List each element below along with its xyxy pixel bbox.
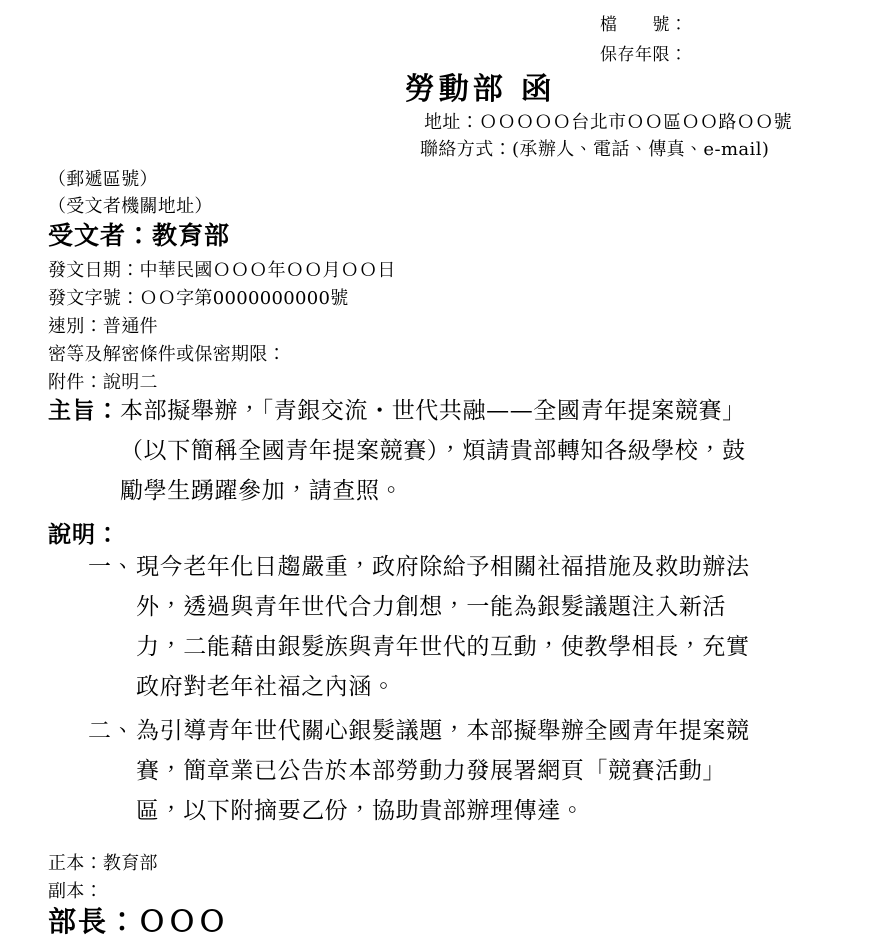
retention-period-label: 保存年限： bbox=[600, 45, 688, 65]
explanation-item-1-line-1: 現今老年化日趨嚴重，政府除給予相關社福措施及救助辦法 bbox=[136, 554, 750, 580]
explanation-item-2-number: 二、 bbox=[88, 718, 136, 744]
document-title: 勞動部 函 bbox=[404, 72, 556, 107]
classification-level: 密等及解密條件或保密期限： bbox=[48, 344, 286, 365]
explanation-item-1-line-2: 外，透過與青年世代合力創想，一能為銀髮議題注入新活 bbox=[136, 594, 726, 620]
document-number: 發文字號：ＯＯ字第0000000000號 bbox=[48, 288, 349, 309]
subject-line-3: 勵學生踴躍參加，請查照。 bbox=[120, 478, 404, 504]
file-number-label: 檔 號： bbox=[600, 15, 688, 35]
issue-date: 發文日期：中華民國ＯＯＯ年ＯＯ月ＯＯ日 bbox=[48, 260, 396, 281]
explanation-item-1-line-3: 力，二能藉由銀髮族與青年世代的互動，使教學相長，充實 bbox=[136, 634, 750, 660]
explanation-item-1-number: 一、 bbox=[88, 554, 136, 580]
sender-address: 地址：ＯＯＯＯＯ台北市ＯＯ區ＯＯ路ＯＯ號 bbox=[424, 112, 792, 133]
explanation-item-1-line-4: 政府對老年社福之內涵。 bbox=[136, 674, 396, 700]
speed-category: 速別：普通件 bbox=[48, 316, 158, 337]
explanation-item-2-line-1: 為引導青年世代關心銀髮議題，本部擬舉辦全國青年提案競 bbox=[136, 718, 750, 744]
recipient-name: 受文者：教育部 bbox=[48, 221, 231, 250]
subject-line-2: （以下簡稱全國青年提案競賽），煩請貴部轉知各級學校，鼓 bbox=[120, 438, 746, 464]
copy-recipient: 副本： bbox=[48, 881, 103, 902]
sender-contact-method: 聯絡方式：(承辦人、電話、傳真、e-mail) bbox=[420, 139, 770, 160]
postal-code-placeholder: （郵遞區號） bbox=[48, 169, 158, 190]
attachment-note: 附件：說明二 bbox=[48, 372, 158, 393]
recipient-address-placeholder: （受文者機關地址） bbox=[48, 196, 213, 217]
explanation-label: 說明： bbox=[48, 521, 120, 548]
explanation-item-2-line-2: 賽，簡章業已公告於本部勞動力發展署網頁「競賽活動」 bbox=[136, 758, 726, 784]
subject-line-1: 本部擬舉辦，「青銀交流・世代共融——全國青年提案競賽」 bbox=[120, 398, 746, 424]
explanation-item-2-line-3: 區，以下附摘要乙份，協助貴部辦理傳達。 bbox=[136, 798, 585, 824]
minister-signature: 部長：ＯＯＯ bbox=[48, 905, 229, 938]
subject-label: 主旨： bbox=[48, 397, 120, 424]
original-recipient: 正本：教育部 bbox=[48, 853, 158, 874]
